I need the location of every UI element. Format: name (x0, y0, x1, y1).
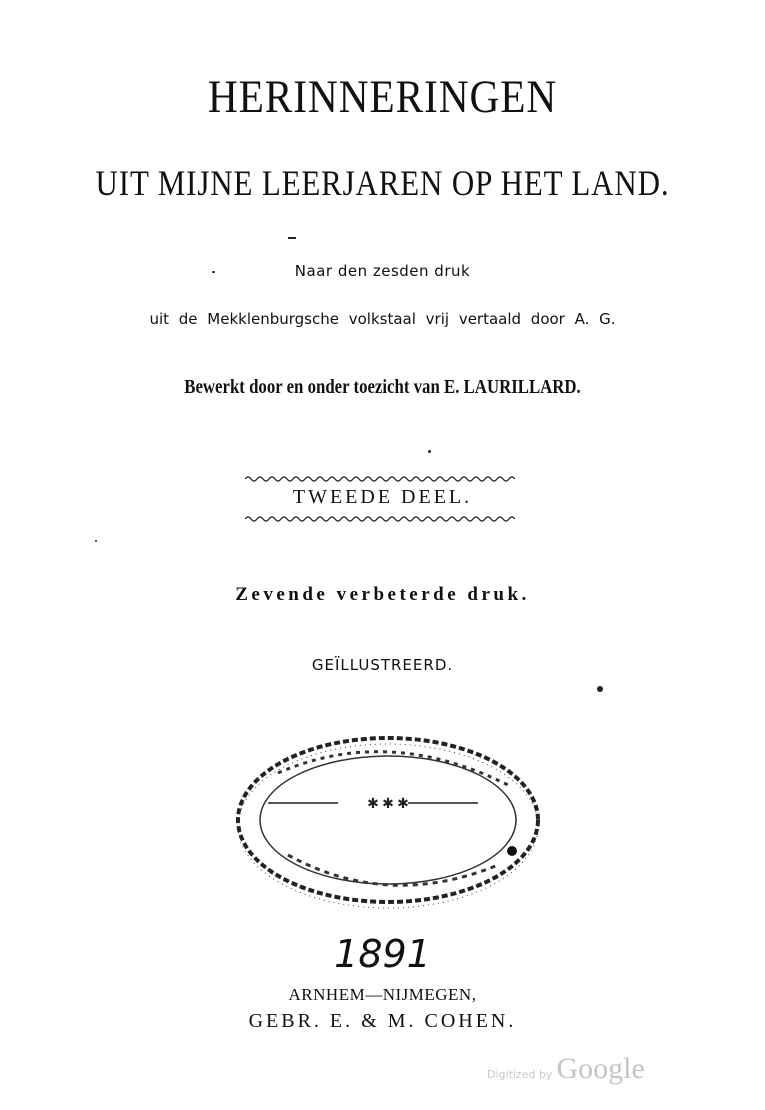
svg-text:✱: ✱ (397, 796, 409, 812)
handwritten-year: 1891 (334, 932, 431, 976)
library-stamp (228, 725, 548, 915)
ink-speck (95, 540, 97, 542)
ink-speck (428, 450, 431, 453)
editor-line: Bewerkt door en onder toezicht van E. LAURILLARD. (184, 376, 581, 398)
watermark-prefix: Digitized by (487, 1068, 553, 1081)
ink-speck (212, 271, 215, 273)
svg-text:✱: ✱ (382, 796, 394, 812)
translation-line: uit de Mekklenburgsche volkstaal vrij vertaald door A. G. (149, 310, 616, 328)
top-wavy-rule (245, 474, 515, 484)
volume-label: TWEEDE DEEL. (292, 486, 473, 508)
publication-place: ARNHEM—NIJMEGEN, (288, 985, 477, 1004)
book-title: HERINNERINGEN (207, 71, 558, 123)
illustrated-label: GEÏLLUSTREERD. (311, 656, 454, 674)
bottom-wavy-rule (245, 514, 515, 524)
svg-text:✱: ✱ (367, 796, 379, 812)
source-line: Naar den zesden druk (294, 262, 471, 280)
ink-speck (288, 237, 296, 239)
watermark-brand: Google (556, 1052, 645, 1085)
google-watermark (487, 1052, 645, 1086)
publisher-name: GEBR. E. & M. COHEN. (248, 1010, 517, 1032)
edition-label: Zevende verbeterde druk. (235, 584, 530, 605)
ink-speck (597, 686, 603, 692)
book-subtitle: UIT MIJNE LEERJAREN OP HET LAND. (95, 163, 670, 203)
